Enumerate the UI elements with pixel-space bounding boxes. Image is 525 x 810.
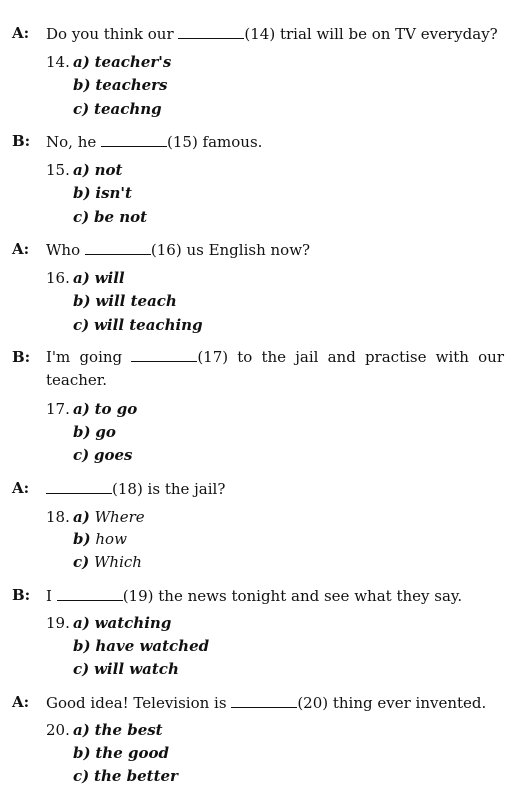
dialogue-line [46, 479, 225, 499]
option-letter: c) [73, 553, 90, 571]
option-text: watching [94, 614, 172, 632]
line-text-after: (20) thing ever invented. [297, 694, 487, 712]
line-text-after: (19) the news tonight and see what they say. [122, 587, 463, 605]
option-text: teachers [95, 76, 168, 94]
speaker-label: A: [12, 240, 30, 258]
option-text: to go [94, 400, 138, 418]
option-letter: b) [73, 744, 91, 762]
answer-blank[interactable] [131, 347, 197, 362]
answer-blank[interactable] [178, 24, 244, 39]
question-number: 20. [46, 721, 70, 739]
option-letter: a) [73, 53, 90, 71]
option-text: the better [94, 767, 178, 785]
line-text-after: (16) us English now? [150, 241, 311, 259]
option-text: goes [94, 446, 133, 464]
option-text: be not [94, 208, 148, 226]
option-letter: c) [73, 316, 90, 334]
option-b[interactable] [73, 184, 132, 203]
option-text: will [94, 269, 125, 287]
line-text-after: (14) trial will be on TV everyday? [244, 25, 498, 43]
question-number: 17. [46, 400, 70, 418]
option-c[interactable] [73, 553, 142, 572]
option-text: Where [94, 508, 145, 526]
option-text: will watch [94, 660, 179, 678]
option-letter: c) [73, 208, 90, 226]
option-b[interactable] [73, 637, 209, 656]
option-b[interactable] [73, 76, 168, 95]
option-letter: b) [73, 292, 91, 310]
question-number: 15. [46, 161, 70, 179]
option-text: will teach [95, 292, 177, 310]
speaker-label: B: [12, 132, 31, 150]
speaker-label: A: [12, 24, 30, 42]
answer-blank[interactable] [85, 240, 151, 255]
option-a[interactable] [73, 721, 163, 740]
option-c[interactable] [73, 767, 178, 786]
option-letter: b) [73, 637, 91, 655]
option-letter: b) [73, 423, 91, 441]
option-b[interactable] [73, 423, 116, 442]
option-a[interactable] [73, 161, 122, 180]
speaker-label: B: [12, 586, 31, 604]
option-b[interactable] [73, 744, 169, 763]
option-text: isn't [95, 184, 132, 202]
option-letter: c) [73, 660, 90, 678]
option-a[interactable] [73, 508, 145, 527]
option-b[interactable] [73, 530, 127, 549]
option-letter: a) [73, 614, 90, 632]
option-text: not [94, 161, 123, 179]
option-b[interactable] [73, 292, 177, 311]
option-text: have watched [95, 637, 210, 655]
option-letter: c) [73, 767, 90, 785]
option-text: teachng [94, 100, 162, 118]
answer-blank[interactable] [231, 693, 297, 708]
answer-blank[interactable] [101, 132, 167, 147]
option-letter: a) [73, 721, 90, 739]
option-letter: b) [73, 184, 91, 202]
option-letter: a) [73, 400, 90, 418]
dialogue-line [46, 132, 262, 152]
line-text-before: Good idea! Television is [46, 694, 232, 712]
speaker-label: A: [12, 479, 30, 497]
option-letter: a) [73, 269, 90, 287]
line-text-before: I'm going [46, 348, 132, 366]
question-number: 16. [46, 269, 70, 287]
option-c[interactable] [73, 660, 179, 679]
line-text-after: (15) famous. [167, 133, 263, 151]
option-letter: a) [73, 508, 90, 526]
option-text: Which [94, 553, 142, 571]
option-letter: c) [73, 100, 90, 118]
option-text: will teaching [94, 316, 203, 334]
option-text: how [95, 530, 127, 548]
line-text-before: Do you think our [46, 25, 179, 43]
speaker-label: B: [12, 348, 31, 366]
option-text: the good [95, 744, 169, 762]
line-text-before: I [46, 587, 57, 605]
line-text-continuation: teacher. [46, 371, 108, 389]
option-a[interactable] [73, 614, 171, 633]
line-text-before: No, he [46, 133, 101, 151]
line-text-after: (17) to the jail and practise with our [197, 348, 504, 366]
option-text: teacher's [94, 53, 172, 71]
option-text: the best [94, 721, 163, 739]
option-a[interactable] [73, 269, 125, 288]
dialogue-line [46, 693, 486, 713]
answer-blank[interactable] [57, 586, 123, 601]
option-c[interactable] [73, 208, 147, 227]
option-letter: a) [73, 161, 90, 179]
speaker-label: A: [12, 693, 30, 711]
question-number: 14. [46, 53, 70, 71]
question-number: 18. [46, 508, 70, 526]
option-a[interactable] [73, 400, 137, 419]
option-letter: b) [73, 76, 91, 94]
dialogue-line [46, 586, 462, 606]
option-text: go [95, 423, 116, 441]
option-c[interactable] [73, 316, 203, 335]
question-number: 19. [46, 614, 70, 632]
line-text-after: (18) is the jail? [112, 480, 226, 498]
option-letter: c) [73, 446, 90, 464]
answer-blank[interactable] [46, 479, 112, 494]
option-c[interactable] [73, 100, 162, 119]
option-letter: b) [73, 530, 91, 548]
option-c[interactable] [73, 446, 133, 465]
dialogue-line [46, 240, 310, 260]
dialogue-line [46, 346, 504, 392]
line-text-before: Who [46, 241, 85, 259]
option-a[interactable] [73, 53, 171, 72]
dialogue-line [46, 24, 498, 44]
